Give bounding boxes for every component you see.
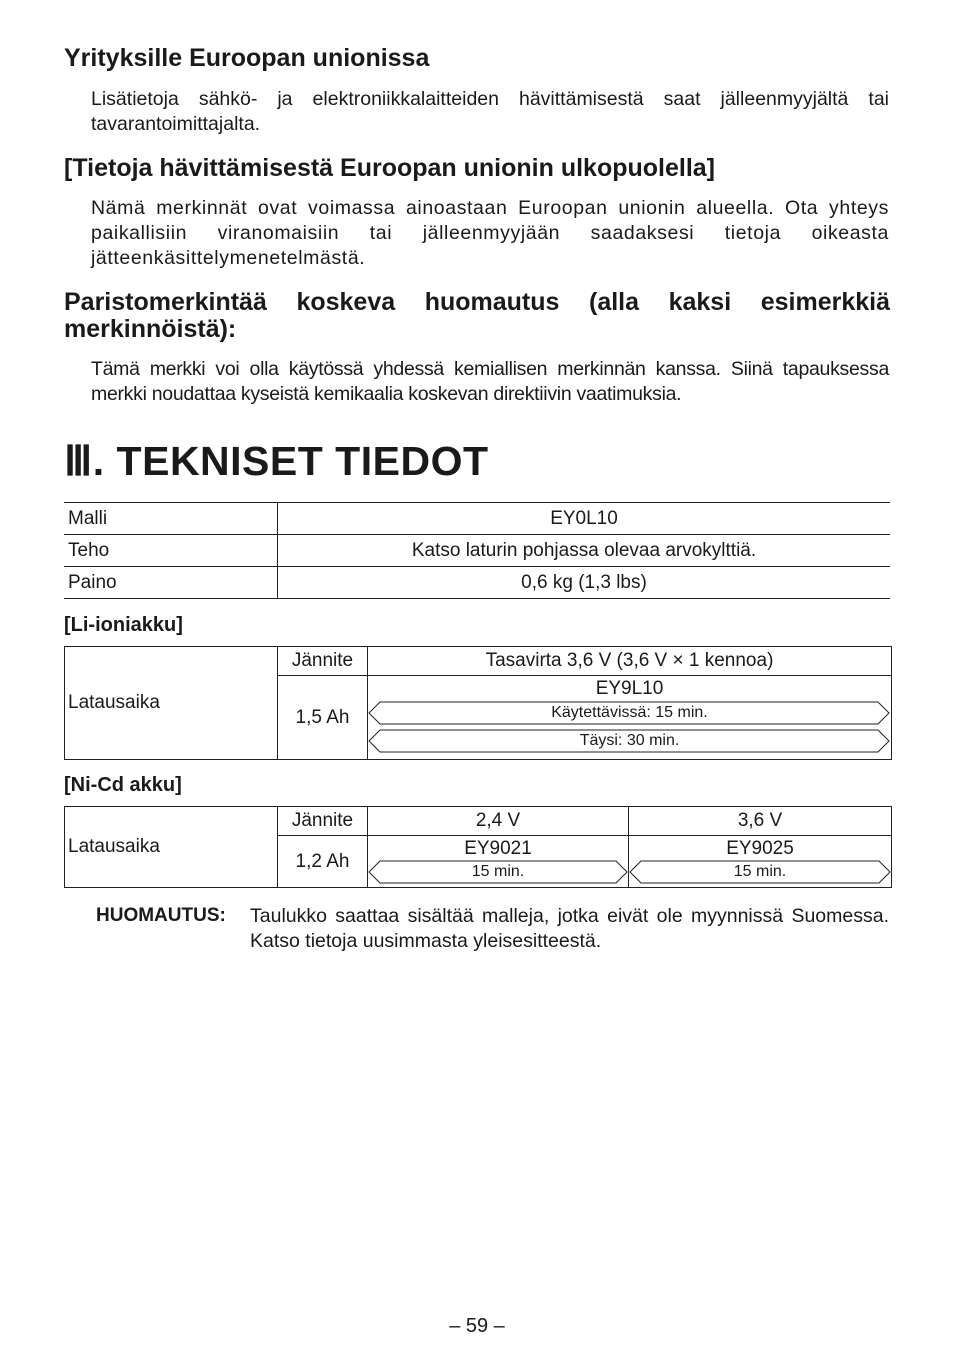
li-ion-usable-arrow: [368, 701, 891, 723]
spec-value: 0,6 kg (1,3 lbs): [278, 567, 891, 599]
li-ion-capacity: 1,5 Ah: [278, 676, 368, 760]
spec-label: Paino: [64, 567, 278, 599]
note-text: Taulukko saattaa sisältää malleja, jotka eivät ole myynnissä Suomessa. Katso tietoja uusimmasta yleisesitteestä.: [250, 905, 889, 952]
spec-table: [64, 502, 890, 599]
note-label: HUOMAUTUS:: [96, 905, 226, 926]
nicd-time-arrow: [629, 860, 891, 882]
li-ion-row-label: Latausaika: [65, 647, 278, 760]
section-heading-eu-business: Yrityksille Euroopan unionissa: [64, 44, 430, 72]
nicd-capacity: 1,2 Ah: [278, 836, 368, 888]
spec-row: [64, 567, 890, 599]
spec-value: Katso laturin pohjassa olevaa arvokylttiä.: [278, 535, 891, 567]
li-ion-time-cell: [368, 676, 892, 760]
li-ion-voltage-label: Jännite: [278, 647, 368, 676]
nicd-model: EY9025: [726, 838, 794, 859]
spec-row: [64, 503, 890, 535]
spec-label: Malli: [64, 503, 278, 535]
nicd-voltage-value: 3,6 V: [629, 807, 892, 836]
nicd-row-label: Latausaika: [65, 807, 278, 888]
nicd-voltage-label: Jännite: [278, 807, 368, 836]
spec-label: Teho: [64, 535, 278, 567]
nicd-time-cell: [368, 836, 629, 888]
nicd-time-cell: [629, 836, 892, 888]
nicd-time: 15 min.: [471, 863, 525, 880]
li-ion-full-arrow: [368, 729, 891, 751]
spec-row: [64, 535, 890, 567]
li-ion-full-time: Täysi: 30 min.: [579, 732, 680, 749]
nicd-model: EY9021: [464, 838, 532, 859]
nicd-voltage-value: 2,4 V: [368, 807, 629, 836]
nicd-time-arrow: [368, 860, 628, 882]
section-text-eu-business: Lisätietoja sähkö- ja elektroniikkalaitteiden hävittämisestä saat jälleenmyyjältä tai tavarantoimittajalta.: [91, 88, 889, 135]
nicd-table: [64, 806, 892, 888]
section-text-outside-eu: Nämä merkinnät ovat voimassa ainoastaan Euroopan unionin alueella. Ota yhteys paikallisiin viranomaisiin tai jälleenmyyjään saadaksesi tietoja oikeasta jätteenkäsittelymenetelmästä.: [91, 197, 889, 269]
nicd-title: [Ni-Cd akku]: [64, 774, 182, 796]
chapter-title: Ⅲ. TEKNISET TIEDOT: [64, 438, 489, 484]
section-heading-outside-eu: [Tietoja hävittämisestä Euroopan unionin ulkopuolella]: [64, 154, 716, 182]
nicd-time: 15 min.: [733, 863, 787, 880]
section-text-battery-note: Tämä merkki voi olla käytössä yhdessä kemiallisen merkinnän kanssa. Siinä tapauksessa merkki noudattaa kyseistä kemikaalia koskevan direktiivin vaatimuksia.: [91, 358, 889, 405]
spec-value: EY0L10: [278, 503, 891, 535]
li-ion-model: EY9L10: [595, 678, 664, 699]
section-heading-battery-note: Paristomerkintää koskeva huomautus (alla kaksi esimerkkiä merkinnöistä):: [64, 288, 890, 343]
li-ion-table: [64, 646, 892, 760]
li-ion-title: [Li-ioniakku]: [64, 614, 183, 636]
li-ion-voltage-value: Tasavirta 3,6 V (3,6 V × 1 kennoa): [368, 647, 892, 676]
page-number: – 59 –: [449, 1315, 505, 1337]
li-ion-usable-time: Käytettävissä: 15 min.: [551, 704, 708, 721]
